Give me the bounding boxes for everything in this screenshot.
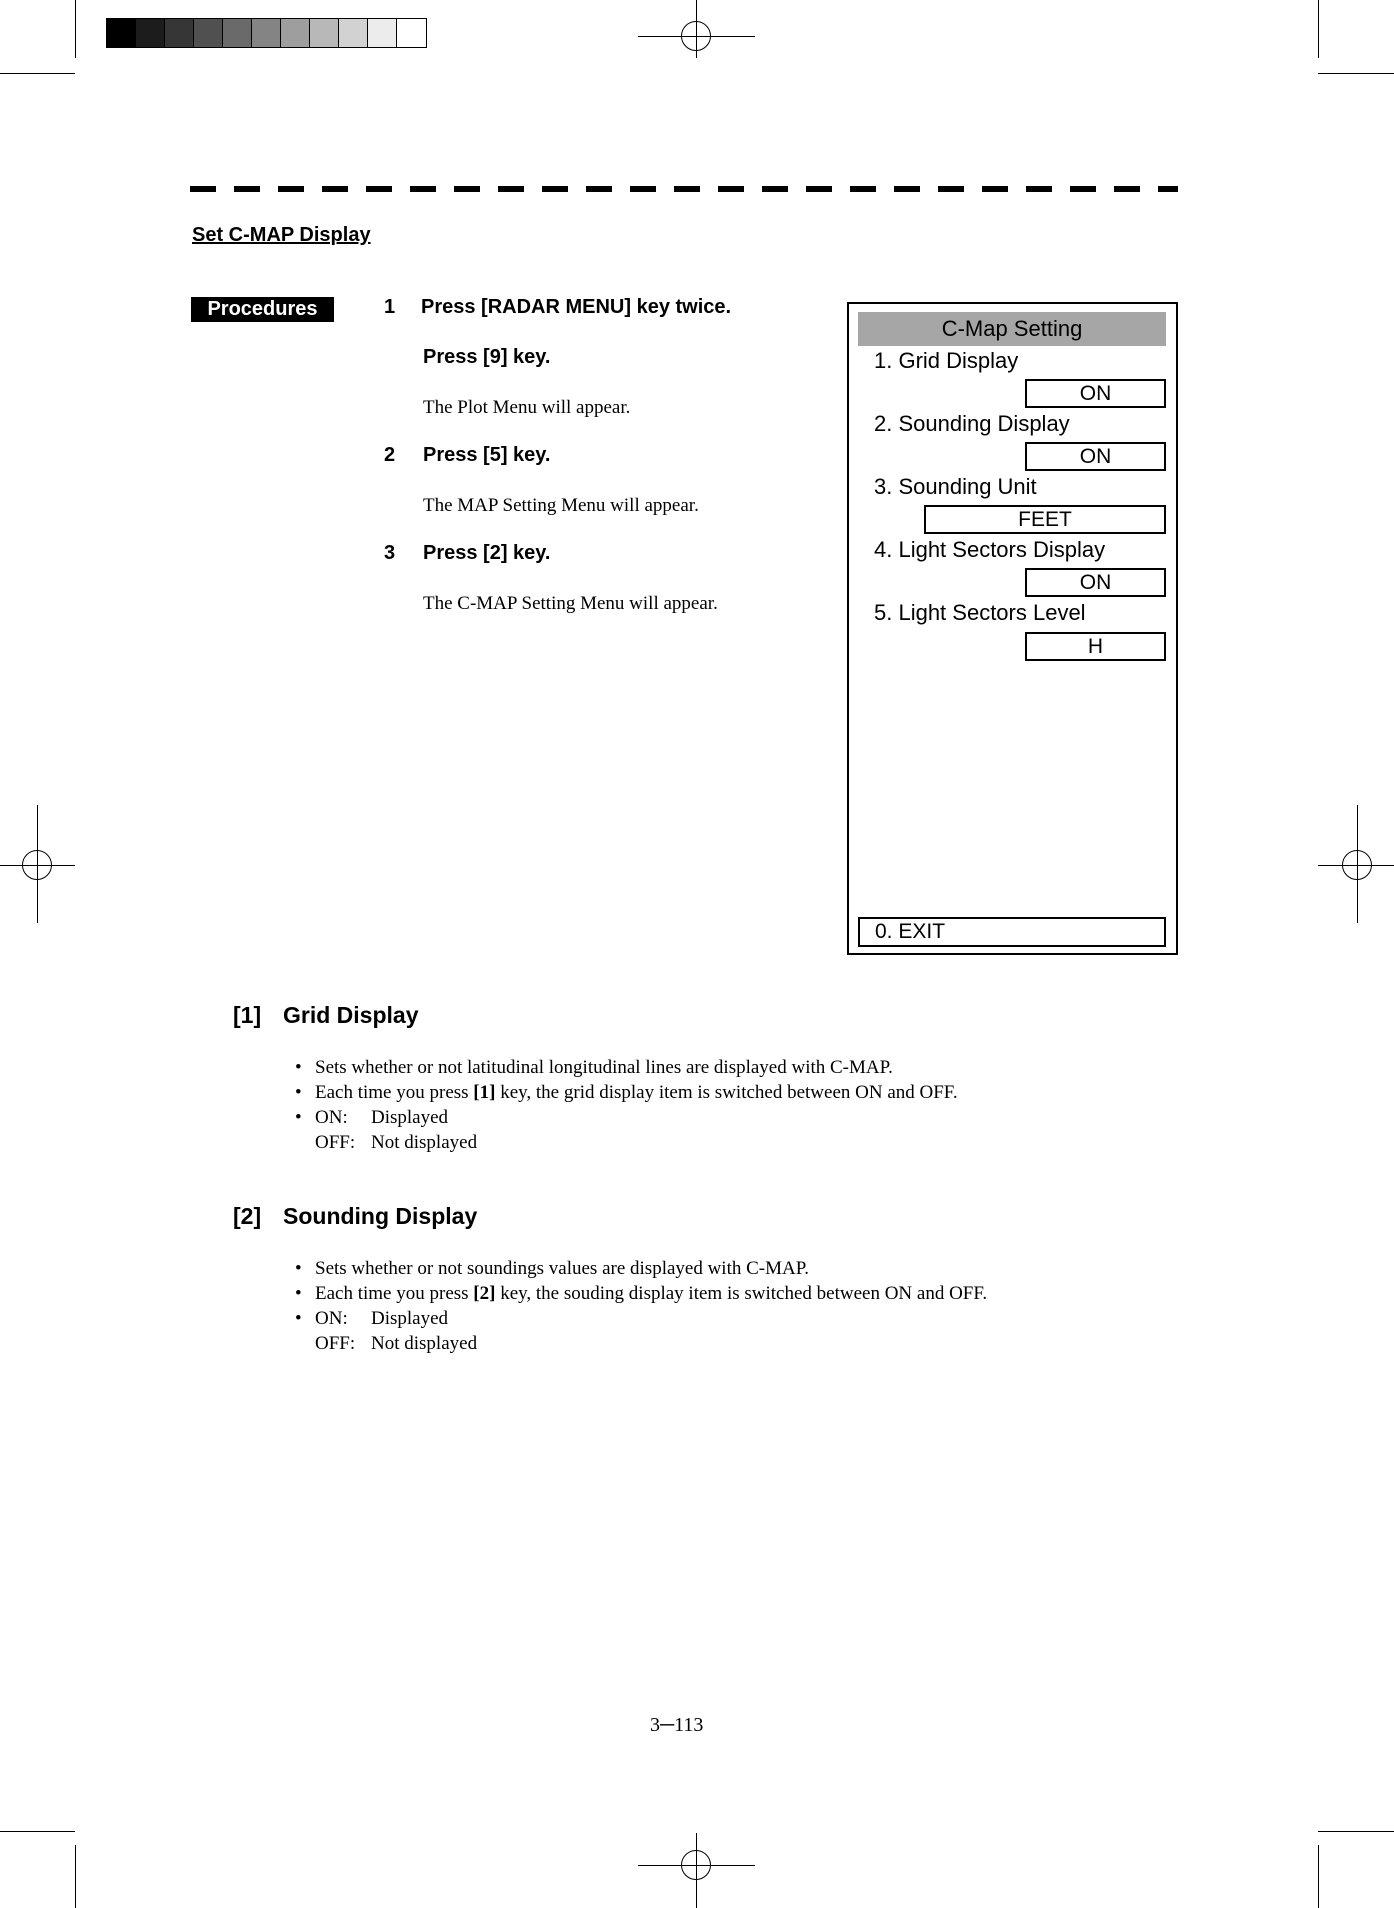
step-instruction: Press [9] key.	[423, 346, 551, 368]
sounding-display-heading: Sounding Display	[283, 1203, 478, 1229]
grid-display-heading: Grid Display	[283, 1002, 419, 1028]
section-divider	[190, 186, 1178, 192]
list-item: • ON: Displayed	[295, 1308, 449, 1329]
sounding-display-bullets	[291, 1256, 1191, 1356]
cmap-menu-title: C-Map Setting	[858, 312, 1166, 346]
step-instruction: Press [RADAR MENU] key twice.	[421, 296, 732, 318]
page-number: 3─113	[650, 1714, 704, 1736]
sounding-unit-value[interactable]: FEET	[924, 505, 1166, 534]
grid-display-number: [1]	[233, 1002, 262, 1028]
color-swatch	[165, 19, 194, 47]
color-swatch	[223, 19, 252, 47]
step-note: The Plot Menu will appear.	[423, 397, 631, 418]
color-swatch	[310, 19, 339, 47]
color-swatch	[194, 19, 223, 47]
grid-display-bullets	[291, 1055, 1191, 1155]
menu-item-sounding-display[interactable]: 2. Sounding Display	[874, 411, 1070, 436]
step-number: 3	[384, 542, 396, 564]
color-calibration-bar	[106, 18, 427, 48]
exit-menu-item[interactable]: 0. EXIT	[858, 917, 1166, 947]
menu-item-sounding-unit[interactable]: 3. Sounding Unit	[874, 474, 1037, 499]
list-item: • Each time you press [2] key, the souding display item is switched between ON and OFF.	[295, 1283, 988, 1304]
list-item: OFF: Not displayed	[315, 1132, 478, 1153]
menu-item-light-sectors-display[interactable]: 4. Light Sectors Display	[874, 537, 1106, 562]
light-sectors-display-value[interactable]: ON	[1025, 568, 1166, 597]
sounding-display-number: [2]	[233, 1203, 262, 1229]
procedures-badge: Procedures	[191, 297, 334, 322]
step-note: The C-MAP Setting Menu will appear.	[423, 593, 718, 614]
color-swatch	[339, 19, 368, 47]
list-item: • Each time you press [1] key, the grid display item is switched between ON and OFF.	[295, 1082, 958, 1103]
grid-display-value[interactable]: ON	[1025, 379, 1166, 408]
color-swatch	[281, 19, 310, 47]
step-instruction: Press [5] key.	[423, 444, 551, 466]
color-swatch	[368, 19, 397, 47]
step-instruction: Press [2] key.	[423, 542, 551, 564]
menu-item-light-sectors-level[interactable]: 5. Light Sectors Level	[874, 600, 1086, 625]
sounding-display-value[interactable]: ON	[1025, 442, 1166, 471]
list-item: • Sets whether or not latitudinal longitudinal lines are displayed with C-MAP.	[295, 1057, 893, 1078]
menu-item-grid-display[interactable]: 1. Grid Display	[874, 348, 1019, 373]
color-swatch	[397, 19, 426, 47]
step-number: 1	[384, 296, 396, 318]
color-swatch	[107, 19, 136, 47]
section-title: Set C-MAP Display	[192, 224, 371, 246]
step-note: The MAP Setting Menu will appear.	[423, 495, 699, 516]
step-number: 2	[384, 444, 396, 466]
color-swatch	[252, 19, 281, 47]
color-swatch	[136, 19, 165, 47]
list-item: OFF: Not displayed	[315, 1333, 478, 1354]
list-item: • Sets whether or not soundings values are displayed with C-MAP.	[295, 1258, 809, 1279]
list-item: • ON: Displayed	[295, 1107, 449, 1128]
light-sectors-level-value[interactable]: H	[1025, 632, 1166, 661]
